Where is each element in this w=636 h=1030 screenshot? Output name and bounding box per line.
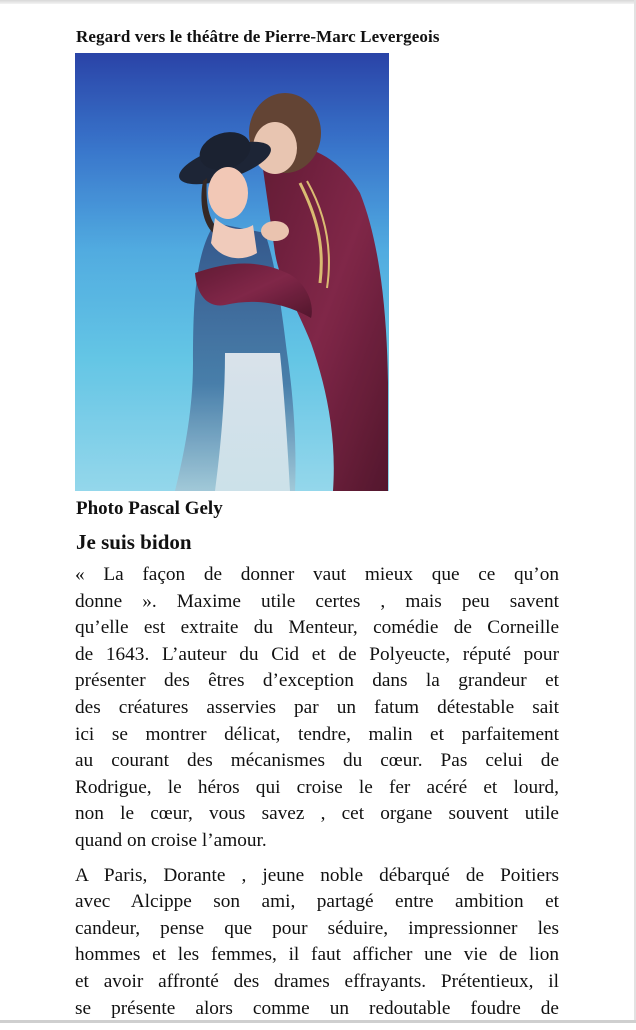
text-line: qu’elle est extraite du Menteur, comédie de Corneille [75,617,559,639]
page-header-title: Regard vers le théâtre de Pierre-Marc Levergeois [76,27,440,46]
text-line: avec Alcippe son ami, partagé entre ambition et [75,891,559,913]
text-line: quand on croise l’amour. [75,829,267,851]
paragraph-1 [75,562,559,855]
paragraph-2 [75,863,559,1023]
text-line: des créatures asservies par un fatum détestable sait [75,696,559,718]
text-line: au courant des mécanismes du cœur. Pas celui de [75,750,559,772]
photo-caption: Photo Pascal Gely [76,498,223,519]
text-line: ici se montrer délicat, tendre, malin et parfaitement [75,723,559,745]
text-line: se présente alors comme un redoutable foudre de [75,997,559,1019]
article-body [75,562,559,1030]
text-line: Rodrigue, le héros qui croise le fer acéré et lourd, [75,776,559,798]
text-line: de 1643. L’auteur du Cid et de Polyeucte, réputé pour [75,643,559,665]
text-line: et avoir affronté des drames effrayants. Prétentieux, il [75,970,559,992]
theatre-photo [75,53,389,491]
text-line: donne ». Maxime utile certes , mais peu savent [75,590,559,612]
text-line: hommes et les femmes, il faut afficher une vie de lion [75,944,559,966]
theatre-photo-illustration [75,53,389,491]
text-line: A Paris, Dorante , jeune noble débarqué de Poitiers [75,864,559,886]
article-headline: Je suis bidon [76,530,192,554]
text-line: « La façon de donner vaut mieux que ce qu’on [75,564,559,585]
text-line: présenter des êtres d’exception dans la grandeur et [75,670,559,692]
top-divider [0,0,636,4]
text-line: candeur, pense que pour séduire, impressionner les [75,917,559,939]
text-line: non le cœur, vous savez , cet organe souvent utile [75,803,559,825]
